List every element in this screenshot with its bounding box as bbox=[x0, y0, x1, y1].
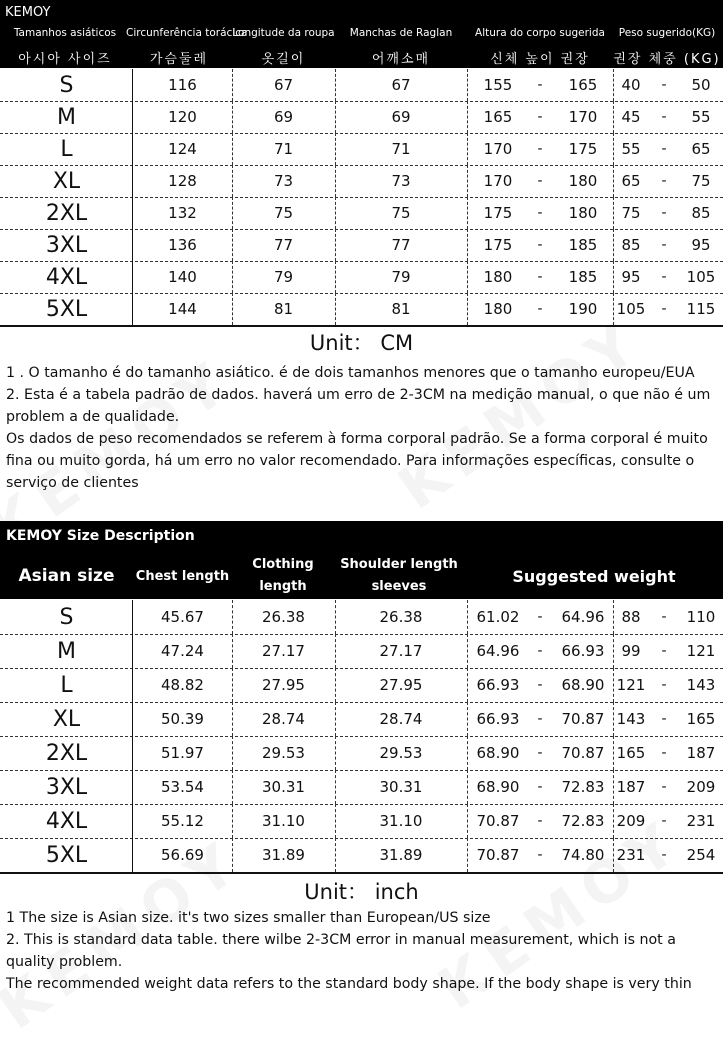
weight-max-cell: 231 bbox=[686, 812, 716, 830]
column-divider bbox=[467, 133, 468, 165]
column-divider bbox=[467, 668, 468, 702]
range-min-cell: 68.90 bbox=[476, 778, 520, 796]
range-dash: - bbox=[537, 205, 543, 221]
column-divider bbox=[467, 600, 468, 634]
range-min-cell: 68.90 bbox=[476, 744, 520, 762]
chest-cell: 144 bbox=[168, 300, 197, 318]
chest-cell: 128 bbox=[168, 172, 197, 190]
size-cell: 5XL bbox=[45, 842, 88, 868]
shoulder-cell: 31.10 bbox=[379, 812, 423, 830]
column-divider bbox=[132, 736, 133, 770]
weight-dash: - bbox=[661, 677, 667, 693]
column-divider bbox=[132, 804, 133, 838]
cm-unit-label: Unit： CM bbox=[309, 331, 414, 355]
weight-min-cell: 65 bbox=[621, 172, 641, 190]
size-cell: 4XL bbox=[45, 808, 88, 834]
weight-max-cell: 65 bbox=[691, 140, 711, 158]
shoulder-cell: 31.89 bbox=[379, 846, 423, 864]
table-row bbox=[0, 702, 723, 737]
length-cell: 29.53 bbox=[262, 744, 305, 762]
weight-min-cell: 85 bbox=[621, 236, 641, 254]
weight-min-cell: 209 bbox=[616, 812, 646, 830]
header-kr-chest: 가슴둘레 bbox=[149, 52, 209, 67]
weight-dash: - bbox=[661, 301, 667, 317]
range-min-cell: 66.93 bbox=[476, 710, 520, 728]
column-divider bbox=[613, 293, 614, 325]
size-cell: 2XL bbox=[45, 200, 88, 226]
shoulder-cell: 30.31 bbox=[379, 778, 423, 796]
length-cell: 31.89 bbox=[262, 846, 305, 864]
column-divider bbox=[613, 804, 614, 838]
header-kr-shoulder: 어깨소매 bbox=[371, 52, 431, 67]
weight-dash: - bbox=[661, 711, 667, 727]
table-row bbox=[0, 600, 723, 635]
range-dash: - bbox=[537, 779, 543, 795]
column-divider bbox=[467, 101, 468, 133]
size-cell: 2XL bbox=[45, 740, 88, 766]
column-divider bbox=[467, 804, 468, 838]
inch-unit-label: Unit： inch bbox=[304, 880, 419, 904]
inch-chart-header bbox=[0, 521, 723, 599]
range-min-cell: 170 bbox=[483, 172, 513, 190]
column-divider bbox=[613, 702, 614, 736]
range-min-cell: 175 bbox=[483, 204, 513, 222]
range-min-cell: 180 bbox=[483, 268, 513, 286]
length-cell: 67 bbox=[273, 76, 294, 94]
range-max-cell: 170 bbox=[568, 108, 598, 126]
range-dash: - bbox=[537, 745, 543, 761]
shoulder-cell: 28.74 bbox=[379, 710, 423, 728]
portuguese-header-row bbox=[0, 27, 723, 45]
table-row bbox=[0, 133, 723, 166]
size-cell: S bbox=[59, 604, 74, 630]
column-divider bbox=[613, 229, 614, 261]
weight-min-cell: 187 bbox=[616, 778, 646, 796]
weight-max-cell: 105 bbox=[686, 268, 716, 286]
note-line: 1 . O tamanho é do tamanho asiático. é de dois tamanhos menores que o tamanho europeu/EUA bbox=[6, 365, 695, 381]
weight-dash: - bbox=[661, 847, 667, 863]
shoulder-cell: 69 bbox=[391, 108, 411, 126]
column-divider bbox=[335, 293, 336, 325]
range-dash: - bbox=[537, 109, 543, 125]
header-suggested-weight: Suggested weight bbox=[512, 566, 676, 586]
weight-min-cell: 165 bbox=[616, 744, 646, 762]
length-cell: 28.74 bbox=[262, 710, 305, 728]
column-divider bbox=[132, 261, 133, 293]
size-cell: L bbox=[60, 136, 73, 162]
header-asian-size: Tamanhos asiáticos bbox=[13, 27, 117, 39]
range-dash: - bbox=[537, 643, 543, 659]
weight-max-cell: 95 bbox=[691, 236, 711, 254]
weight-max-cell: 85 bbox=[691, 204, 711, 222]
column-divider bbox=[467, 634, 468, 668]
weight-min-cell: 40 bbox=[621, 76, 641, 94]
length-cell: 81 bbox=[273, 300, 294, 318]
column-divider bbox=[613, 197, 614, 229]
chest-cell: 55.12 bbox=[161, 812, 204, 830]
column-divider bbox=[132, 133, 133, 165]
length-cell: 77 bbox=[273, 236, 294, 254]
chest-cell: 124 bbox=[168, 140, 197, 158]
cm-notes bbox=[6, 362, 718, 494]
column-divider bbox=[132, 838, 133, 872]
range-max-cell: 190 bbox=[568, 300, 598, 318]
range-dash: - bbox=[537, 711, 543, 727]
column-divider bbox=[232, 838, 233, 872]
column-divider bbox=[132, 165, 133, 197]
table-row bbox=[0, 838, 723, 874]
column-divider bbox=[132, 668, 133, 702]
range-max-cell: 180 bbox=[568, 172, 598, 190]
range-min-cell: 70.87 bbox=[476, 812, 520, 830]
column-divider bbox=[232, 261, 233, 293]
shoulder-cell: 71 bbox=[391, 140, 411, 158]
header-shoulder-sleeves: Shoulder length sleeves bbox=[340, 557, 458, 594]
weight-min-cell: 99 bbox=[621, 642, 641, 660]
table-row bbox=[0, 69, 723, 102]
note-line: 1 The size is Asian size. it's two sizes smaller than European/US size bbox=[6, 910, 491, 926]
size-cell: 3XL bbox=[45, 232, 88, 258]
column-divider bbox=[335, 736, 336, 770]
chest-cell: 116 bbox=[168, 76, 197, 94]
chest-cell: 56.69 bbox=[161, 846, 204, 864]
column-divider bbox=[467, 838, 468, 872]
cm-size-table bbox=[0, 69, 723, 325]
weight-min-cell: 75 bbox=[621, 204, 641, 222]
column-divider bbox=[467, 197, 468, 229]
range-dash: - bbox=[537, 269, 543, 285]
column-divider bbox=[613, 600, 614, 634]
weight-dash: - bbox=[661, 109, 667, 125]
range-max-cell: 70.87 bbox=[561, 744, 605, 762]
weight-max-cell: 209 bbox=[686, 778, 716, 796]
column-divider bbox=[613, 69, 614, 101]
size-cell: L bbox=[60, 672, 73, 698]
note-line: 2. Esta é a tabela padrão de dados. haverá um erro de 2-3CM na medição manual, o que não é um problem a de qualidade. bbox=[6, 387, 711, 425]
column-divider bbox=[232, 69, 233, 101]
column-divider bbox=[613, 165, 614, 197]
column-divider bbox=[132, 197, 133, 229]
header-chest-length: Chest length bbox=[135, 568, 230, 584]
range-min-cell: 165 bbox=[483, 108, 513, 126]
column-divider bbox=[132, 293, 133, 325]
range-dash: - bbox=[537, 173, 543, 189]
column-divider bbox=[613, 736, 614, 770]
column-divider bbox=[613, 261, 614, 293]
shoulder-cell: 27.95 bbox=[379, 676, 423, 694]
shoulder-cell: 26.38 bbox=[379, 608, 423, 626]
column-divider bbox=[232, 702, 233, 736]
range-min-cell: 66.93 bbox=[476, 676, 520, 694]
weight-dash: - bbox=[661, 173, 667, 189]
length-cell: 69 bbox=[273, 108, 294, 126]
column-divider bbox=[232, 634, 233, 668]
range-max-cell: 64.96 bbox=[561, 608, 605, 626]
column-divider bbox=[613, 133, 614, 165]
table-row bbox=[0, 736, 723, 771]
column-divider bbox=[613, 101, 614, 133]
chest-cell: 50.39 bbox=[161, 710, 204, 728]
column-divider bbox=[132, 229, 133, 261]
column-divider bbox=[132, 69, 133, 101]
column-divider bbox=[335, 69, 336, 101]
table-row bbox=[0, 634, 723, 669]
weight-max-cell: 254 bbox=[686, 846, 716, 864]
range-min-cell: 170 bbox=[483, 140, 513, 158]
size-cell: XL bbox=[52, 168, 81, 194]
length-cell: 75 bbox=[273, 204, 294, 222]
column-divider bbox=[335, 133, 336, 165]
chest-cell: 120 bbox=[168, 108, 197, 126]
range-dash: - bbox=[537, 301, 543, 317]
range-max-cell: 70.87 bbox=[561, 710, 605, 728]
column-divider bbox=[335, 600, 336, 634]
column-divider bbox=[132, 600, 133, 634]
weight-dash: - bbox=[661, 779, 667, 795]
range-max-cell: 185 bbox=[568, 268, 598, 286]
column-divider bbox=[132, 702, 133, 736]
range-dash: - bbox=[537, 609, 543, 625]
size-cell: 4XL bbox=[45, 264, 88, 290]
header-weight: Peso sugerido(KG) bbox=[618, 27, 716, 39]
shoulder-cell: 77 bbox=[391, 236, 411, 254]
column-divider bbox=[335, 702, 336, 736]
note-line: Os dados de peso recomendados se referem à forma corporal padrão. Se a forma corporal é muito fina ou muito gorda, há um erro no valor recomendado. Para informações específicas, consulte o serviço de clientes bbox=[6, 431, 708, 491]
shoulder-cell: 27.17 bbox=[379, 642, 423, 660]
weight-min-cell: 88 bbox=[621, 608, 641, 626]
korean-header-row bbox=[0, 48, 723, 68]
weight-min-cell: 55 bbox=[621, 140, 641, 158]
weight-dash: - bbox=[661, 77, 667, 93]
column-divider bbox=[467, 736, 468, 770]
column-divider bbox=[335, 838, 336, 872]
column-divider bbox=[335, 101, 336, 133]
weight-max-cell: 75 bbox=[691, 172, 711, 190]
column-divider bbox=[467, 293, 468, 325]
shoulder-cell: 67 bbox=[391, 76, 411, 94]
column-divider bbox=[467, 702, 468, 736]
table-row bbox=[0, 197, 723, 230]
range-min-cell: 70.87 bbox=[476, 846, 520, 864]
range-max-cell: 175 bbox=[568, 140, 598, 158]
header-length: Longitude da roupa bbox=[232, 27, 335, 39]
size-cell: 3XL bbox=[45, 774, 88, 800]
weight-dash: - bbox=[661, 205, 667, 221]
column-divider bbox=[335, 229, 336, 261]
weight-min-cell: 231 bbox=[616, 846, 646, 864]
size-cell: M bbox=[57, 638, 76, 664]
column-divider bbox=[232, 293, 233, 325]
header-kr-length: 옷길이 bbox=[261, 52, 306, 67]
range-dash: - bbox=[537, 141, 543, 157]
column-divider bbox=[335, 804, 336, 838]
size-cell: XL bbox=[52, 706, 81, 732]
size-cell: S bbox=[59, 72, 74, 98]
table-row bbox=[0, 770, 723, 805]
shoulder-cell: 79 bbox=[391, 268, 411, 286]
weight-max-cell: 110 bbox=[686, 608, 716, 626]
range-max-cell: 74.80 bbox=[561, 846, 605, 864]
weight-max-cell: 187 bbox=[686, 744, 716, 762]
header-shoulder: Manchas de Raglan bbox=[349, 27, 453, 39]
shoulder-cell: 75 bbox=[391, 204, 411, 222]
chest-cell: 47.24 bbox=[161, 642, 204, 660]
weight-max-cell: 115 bbox=[686, 300, 716, 318]
size-cell: 5XL bbox=[45, 296, 88, 322]
cm-chart-header bbox=[0, 0, 723, 68]
range-dash: - bbox=[537, 813, 543, 829]
column-divider bbox=[232, 165, 233, 197]
header-kr-weight: 권장 체중 (KG) bbox=[613, 52, 721, 67]
header-kr-asian-size: 아시아 사이즈 bbox=[18, 52, 112, 67]
inch-notes bbox=[6, 907, 718, 995]
shoulder-cell: 73 bbox=[391, 172, 411, 190]
length-cell: 73 bbox=[273, 172, 294, 190]
size-cell: M bbox=[57, 104, 76, 130]
weight-max-cell: 143 bbox=[686, 676, 716, 694]
weight-dash: - bbox=[661, 813, 667, 829]
chest-cell: 53.54 bbox=[161, 778, 204, 796]
table-row bbox=[0, 804, 723, 839]
table-row bbox=[0, 261, 723, 294]
column-divider bbox=[232, 101, 233, 133]
table-row bbox=[0, 668, 723, 703]
column-divider bbox=[335, 770, 336, 804]
column-divider bbox=[335, 668, 336, 702]
column-divider bbox=[132, 770, 133, 804]
weight-dash: - bbox=[661, 269, 667, 285]
column-divider bbox=[467, 261, 468, 293]
column-divider bbox=[232, 736, 233, 770]
column-divider bbox=[613, 668, 614, 702]
shoulder-cell: 29.53 bbox=[379, 744, 423, 762]
range-min-cell: 175 bbox=[483, 236, 513, 254]
length-cell: 30.31 bbox=[262, 778, 305, 796]
column-divider bbox=[335, 634, 336, 668]
length-cell: 26.38 bbox=[262, 608, 305, 626]
column-divider bbox=[335, 197, 336, 229]
header-kr-height: 신체 높이 권장 bbox=[490, 52, 590, 67]
range-min-cell: 155 bbox=[483, 76, 513, 94]
weight-min-cell: 143 bbox=[616, 710, 646, 728]
column-divider bbox=[467, 229, 468, 261]
column-divider bbox=[132, 101, 133, 133]
weight-min-cell: 105 bbox=[616, 300, 646, 318]
inch-size-table bbox=[0, 600, 723, 872]
range-min-cell: 61.02 bbox=[476, 608, 520, 626]
note-line: 2. This is standard data table. there wilbe 2-3CM error in manual measurement, which is not a quality problem. bbox=[6, 932, 676, 970]
weight-min-cell: 121 bbox=[616, 676, 646, 694]
column-divider bbox=[613, 634, 614, 668]
chest-cell: 48.82 bbox=[161, 676, 204, 694]
table-row bbox=[0, 229, 723, 262]
column-divider bbox=[232, 668, 233, 702]
weight-dash: - bbox=[661, 745, 667, 761]
column-divider bbox=[467, 165, 468, 197]
chest-cell: 140 bbox=[168, 268, 197, 286]
header-chest: Circunferência torácica bbox=[126, 27, 248, 39]
table-row bbox=[0, 101, 723, 134]
chest-cell: 132 bbox=[168, 204, 197, 222]
column-divider bbox=[335, 261, 336, 293]
weight-max-cell: 165 bbox=[686, 710, 716, 728]
range-max-cell: 72.83 bbox=[561, 812, 605, 830]
range-dash: - bbox=[537, 677, 543, 693]
column-divider bbox=[335, 165, 336, 197]
range-dash: - bbox=[537, 847, 543, 863]
range-min-cell: 180 bbox=[483, 300, 513, 318]
column-divider bbox=[132, 634, 133, 668]
weight-min-cell: 45 bbox=[621, 108, 641, 126]
column-divider bbox=[613, 770, 614, 804]
length-cell: 27.95 bbox=[262, 676, 305, 694]
column-divider bbox=[232, 804, 233, 838]
header-asian-size: Asian size bbox=[18, 566, 115, 586]
column-divider bbox=[613, 838, 614, 872]
chest-cell: 45.67 bbox=[161, 608, 204, 626]
weight-dash: - bbox=[661, 237, 667, 253]
weight-min-cell: 95 bbox=[621, 268, 641, 286]
length-cell: 31.10 bbox=[262, 812, 305, 830]
range-dash: - bbox=[537, 237, 543, 253]
header-clothing-length: Clothing length bbox=[252, 557, 314, 594]
chest-cell: 51.97 bbox=[161, 744, 204, 762]
range-min-cell: 64.96 bbox=[476, 642, 520, 660]
column-divider bbox=[232, 229, 233, 261]
column-divider bbox=[467, 69, 468, 101]
length-cell: 71 bbox=[273, 140, 294, 158]
range-max-cell: 72.83 bbox=[561, 778, 605, 796]
weight-dash: - bbox=[661, 643, 667, 659]
column-divider bbox=[467, 770, 468, 804]
column-divider bbox=[232, 600, 233, 634]
table-row bbox=[0, 165, 723, 198]
table-row bbox=[0, 293, 723, 327]
weight-max-cell: 121 bbox=[686, 642, 716, 660]
weight-max-cell: 50 bbox=[691, 76, 711, 94]
range-max-cell: 68.90 bbox=[561, 676, 605, 694]
brand-label: KEMOY bbox=[5, 5, 51, 20]
inch-chart-title: KEMOY Size Description bbox=[6, 528, 195, 544]
shoulder-cell: 81 bbox=[391, 300, 411, 318]
column-divider bbox=[232, 133, 233, 165]
length-cell: 27.17 bbox=[262, 642, 305, 660]
weight-dash: - bbox=[661, 141, 667, 157]
weight-max-cell: 55 bbox=[691, 108, 711, 126]
range-dash: - bbox=[537, 77, 543, 93]
weight-dash: - bbox=[661, 609, 667, 625]
column-divider bbox=[232, 197, 233, 229]
range-max-cell: 180 bbox=[568, 204, 598, 222]
range-max-cell: 185 bbox=[568, 236, 598, 254]
column-divider bbox=[232, 770, 233, 804]
note-line: The recommended weight data refers to the standard body shape. If the body shape is very thin bbox=[6, 976, 692, 992]
range-max-cell: 66.93 bbox=[561, 642, 605, 660]
range-max-cell: 165 bbox=[568, 76, 598, 94]
header-height: Altura do corpo sugerida bbox=[475, 27, 605, 39]
chest-cell: 136 bbox=[168, 236, 197, 254]
length-cell: 79 bbox=[273, 268, 294, 286]
